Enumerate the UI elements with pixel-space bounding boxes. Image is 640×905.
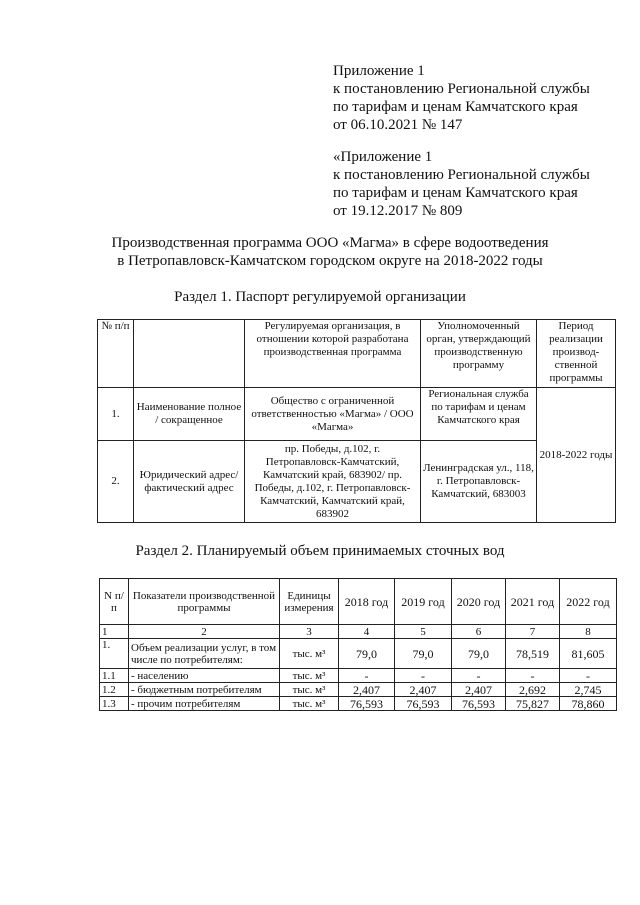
row-unit: тыс. м³ [280,683,339,697]
row-value: 76,593 [339,697,395,711]
col-number: 6 [452,625,506,639]
col-header-org: Регулируемая организация, в отношении которой разработана производственная программа [245,320,421,388]
col-header-unit: Единицы измерения [280,579,339,625]
row-name: Объем реализации услуг, в том числе по потребителям: [129,639,280,669]
col-number: 2 [129,625,280,639]
row-value: 75,827 [506,697,560,711]
row-value: 78,519 [506,639,560,669]
header-line: по тарифам и ценам Камчатского края [333,99,578,115]
row-value: 81,605 [560,639,617,669]
row-value: 2,407 [395,683,452,697]
col-number: 4 [339,625,395,639]
row-num: 1.3 [100,697,129,711]
table-row [100,639,617,669]
row-value: - [395,669,452,683]
table-row [100,697,617,711]
row-value: 79,0 [339,639,395,669]
row-name: - населению [129,669,280,683]
row-label: Наименование полное / сокращенное [134,388,245,441]
title-line: Производственная программа ООО «Магма» в сфере водоотведения [111,235,549,251]
col-header-num: № п/п [98,320,134,388]
table-header-row [100,579,617,625]
row-num: 1.2 [100,683,129,697]
row-value: 2,692 [506,683,560,697]
row-unit: тыс. м³ [280,669,339,683]
header-line: к постановлению Региональной службы [333,81,590,97]
header-line: Приложение 1 [333,63,425,79]
column-number-row [100,625,617,639]
col-header-year: 2019 год [395,579,452,625]
period-cell: 2018-2022 годы [537,388,616,523]
org-name-cell: Общество с ограниченной ответственностью «Магма» / ООО «Магма» [245,388,421,441]
row-value: - [506,669,560,683]
document-title [60,234,600,270]
header-line: по тарифам и ценам Камчатского края [333,185,578,201]
row-value: - [560,669,617,683]
col-header-indicator: Показатели производственной программы [129,579,280,625]
row-value: 2,745 [560,683,617,697]
col-header-blank [134,320,245,388]
row-value: 76,593 [395,697,452,711]
row-value: - [452,669,506,683]
col-number: 5 [395,625,452,639]
row-value: 79,0 [395,639,452,669]
col-header-year: 2021 год [506,579,560,625]
approval-header-current [333,62,590,134]
row-value: 2,407 [452,683,506,697]
row-label: Юридический адрес/фактический адрес [134,441,245,523]
org-address-cell: пр. Победы, д.102, г. Петропавловск-Камчатский, Камчатский край, 683902/ пр. Победы, д.102, г. Петропавловск-Камчатский, Камчатский край, 683902 [245,441,421,523]
col-header-period: Период реализации производ-ственной программы [537,320,616,388]
section1-heading: Раздел 1. Паспорт регулируемой организации [174,289,466,305]
row-num: 2. [98,441,134,523]
col-number: 3 [280,625,339,639]
row-unit: тыс. м³ [280,639,339,669]
row-name: - бюджетным потребителям [129,683,280,697]
table-row [98,388,616,441]
row-name: - прочим потребителям [129,697,280,711]
row-value: 2,407 [339,683,395,697]
row-value: 79,0 [452,639,506,669]
col-number: 7 [506,625,560,639]
col-header-authority: Уполномоченный орган, утверждающий производственную программу [421,320,537,388]
title-line: в Петропавловск-Камчатском городском округе на 2018-2022 годы [117,253,543,269]
row-num: 1. [98,388,134,441]
col-number: 1 [100,625,129,639]
wastewater-volume-table [99,578,617,711]
section2-heading: Раздел 2. Планируемый объем принимаемых сточных вод [135,543,505,559]
col-header-year: 2018 год [339,579,395,625]
col-header-num: N п/п [100,579,129,625]
col-header-year: 2020 год [452,579,506,625]
table-header-row [98,320,616,388]
header-line: от 19.12.2017 № 809 [333,203,463,219]
row-value: - [339,669,395,683]
authority-name-cell: Региональная служба по тарифам и ценам Камчатского края [421,388,537,441]
row-unit: тыс. м³ [280,697,339,711]
organization-passport-table [97,319,616,523]
approval-header-original [333,148,590,220]
header-line: от 06.10.2021 № 147 [333,117,463,133]
header-line: к постановлению Региональной службы [333,167,590,183]
row-value: 76,593 [452,697,506,711]
row-num: 1.1 [100,669,129,683]
row-value: 78,860 [560,697,617,711]
table-row [100,669,617,683]
table-row [100,683,617,697]
col-number: 8 [560,625,617,639]
header-line: «Приложение 1 [333,149,433,165]
col-header-year: 2022 год [560,579,617,625]
authority-address-cell: Ленинградская ул., 118, г. Петропавловск-Камчатский, 683003 [421,441,537,523]
row-num: 1. [100,639,129,669]
